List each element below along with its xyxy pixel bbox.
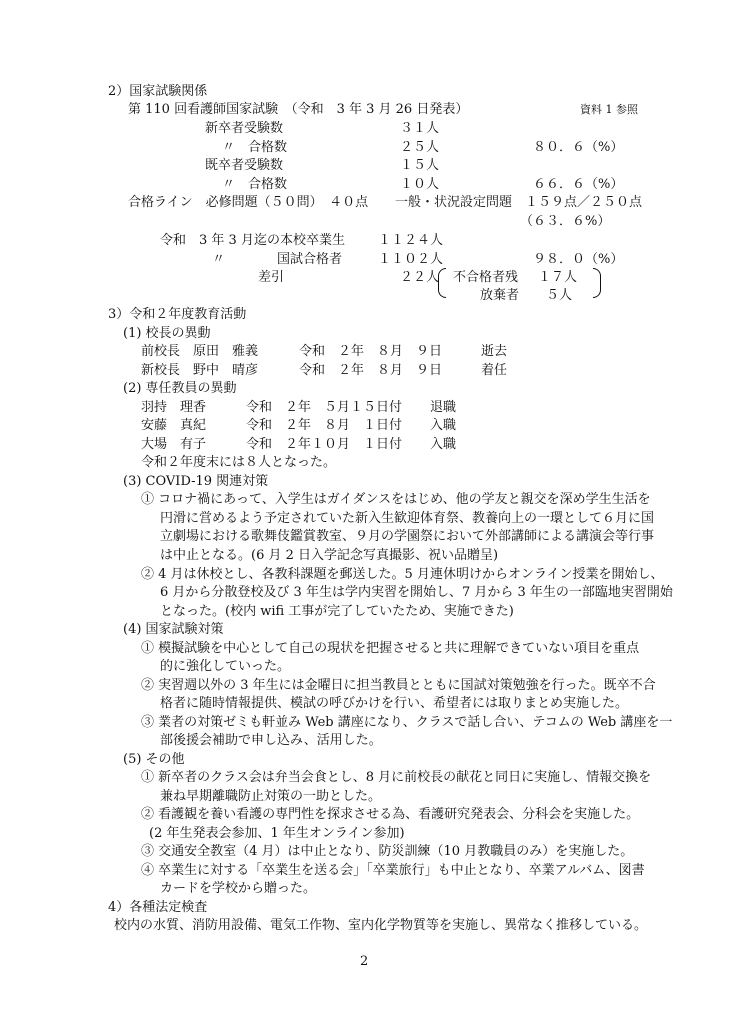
prev-takers-value: １５人 (400, 158, 440, 173)
principal-row-status: 逝去 (481, 344, 508, 359)
covid-item2-line: ② 4 月は休校とし、各教科課題を郵送した。5 月連休明けからオンライン授業を開始し、 (141, 567, 664, 582)
new-passed-value: ２５人 (400, 140, 440, 155)
right-brace (593, 268, 601, 298)
other-item1-line: 兼ね早期離職防止対策の一助とした。 (160, 789, 382, 804)
remaining-fail-label: 不合格者残 (453, 270, 519, 285)
teacher-count-note: 令和２年度末には８人となった。 (141, 455, 337, 470)
principal-change-heading: (1) 校長の異動 (123, 326, 211, 341)
section3-heading: 3）令和２年度教育活動 (108, 307, 247, 322)
difference-label: 差引 (258, 270, 285, 285)
other-item3-line: ③ 交通安全教室（4 月）は中止となり、防災訓練（10 月教職員のみ）を実施した。 (141, 844, 634, 859)
principal-row-role: 前校長 原田 雅義 (141, 344, 259, 359)
exam-prep-heading: (4) 国家試験対策 (123, 622, 224, 637)
exam-title: 第 110 回看護師国家試験 （令和 3 年 3 月 26 日発表） (128, 102, 469, 117)
teacher-row-name: 羽持 理香 (141, 400, 207, 415)
exam-prep-item2-line: ② 実習週以外の 3 年生には金曜日に担当教員とともに国試対策勉強を行った。既卒不合 (141, 678, 656, 693)
left-brace (438, 268, 446, 298)
exam-prep-item2-line: 格者に随時情報提供、模試の呼びかけを行い、希望者には取りまとめ実施した。 (160, 696, 629, 711)
principal-row-status: 着任 (481, 363, 508, 378)
graduates-label: 令和 3 年 3 月迄の本校卒業生 (160, 233, 345, 248)
exam-prep-item3-line: ③ 業者の対策ゼミも軒並み Web 講座になり、クラスで話し合い、テコムの Web 講座を一 (141, 715, 673, 730)
covid-item2-line: 6 月から分散登校及び 3 年生は学内実習を開始し、7 月から 3 年生の一部臨地実習開始 (160, 585, 673, 600)
teacher-row-status: 入職 (430, 418, 457, 433)
teacher-change-heading: (2) 専任教員の異動 (123, 381, 237, 396)
section2-heading: 2）国家試験関係 (108, 84, 208, 99)
pass-line-percent: （６３．６%） (520, 214, 611, 229)
other-item2-line: ② 看護観を養い看護の専門性を探求させる為、看護研究発表会、分科会を実施した。 (141, 807, 640, 822)
page-number: 2 (360, 954, 369, 969)
section4-heading: 4）各種法定検査 (108, 900, 208, 915)
other-heading: (5) その他 (123, 752, 185, 767)
principal-row-date: 令和 ２年 ８月 ９日 (299, 344, 443, 359)
difference-value: ２２人 (400, 270, 440, 285)
covid-item1-line: 円滑に営めるよう予定されていた新入生歓迎体育祭、教養向上の一環として６月に国 (160, 511, 655, 526)
teacher-row-date: 令和 ２年 ８月 １日付 (246, 418, 403, 433)
teacher-row-date: 令和 ２年 ５月１５日付 (246, 400, 403, 415)
remaining-fail-value: １７人 (538, 270, 578, 285)
covid-item1-line: ① コロナ禍にあって、入学生はガイダンスをはじめ、他の学友と親交を深め学生生活を (141, 492, 651, 507)
prev-passed-label: 〃 合格数 (222, 177, 288, 192)
graduates-passed-value: １１０２人 (378, 252, 444, 267)
pass-line-general: 一般・状況設定問題 １５９点／２５０点 (395, 195, 643, 210)
teacher-row-status: 入職 (430, 437, 457, 452)
covid-item1-line: 立劇場における歌舞伎鑑賞教室、９月の学園祭において外部講師による講演会等行事 (160, 529, 655, 544)
teacher-row-name: 大場 有子 (141, 437, 207, 452)
exam-prep-item1-line: ① 模擬試験を中心として自己の現状を把握させると共に理解できていない項目を重点 (141, 641, 640, 656)
other-item1-line: ① 新卒者のクラス会は弁当会食とし、8 月に前校長の献花と同日に実施し、情報交換を (141, 770, 652, 785)
covid-heading: (3) COVID-19 関連対策 (123, 474, 269, 489)
covid-item2-line: となった。(校内 wifi 工事が完了していたため、実施できた) (160, 604, 514, 619)
new-takers-label: 新卒者受験数 (205, 121, 284, 136)
exam-prep-item3-line: 部後援会補助で申し込み、活用した。 (160, 733, 382, 748)
other-item4-line: ④ 卒業生に対する「卒業生を送る会」「卒業旅行」も中止となり、卒業アルバム、図書 (141, 863, 645, 878)
teacher-row-status: 退職 (430, 400, 457, 415)
exam-prep-item1-line: 的に強化していった。 (160, 659, 291, 674)
graduates-passed-label: 〃 国試合格者 (212, 252, 343, 267)
prev-passed-value: １０人 (400, 177, 440, 192)
section4-body: 校内の水質、消防用設備、電気工作物、室内化学物質等を実施し、異常なく推移している。 (114, 918, 648, 933)
prev-pass-rate: ６６．６（%） (533, 177, 624, 192)
teacher-row-name: 安藤 真紀 (141, 418, 207, 433)
abandoned-label: 放棄者 (480, 288, 520, 303)
teacher-row-date: 令和 ２年１０月 １日付 (246, 437, 403, 452)
new-passed-label: 〃 合格数 (222, 140, 288, 155)
new-takers-value: ３１人 (400, 121, 440, 136)
other-item4-line: カードを学校から贈った。 (160, 881, 317, 896)
graduates-value: １１２４人 (378, 233, 444, 248)
covid-item1-line: は中止となる。(6 月 2 日入学記念写真撮影、祝い品贈呈) (160, 548, 499, 563)
other-item2-line: (2 年生発表会参加、1 年生オンライン参加) (149, 826, 405, 841)
exam-reference: 資料 1 参照 (580, 103, 638, 116)
pass-line-label: 合格ライン 必修問題（５０問） ４０点 (128, 195, 369, 210)
principal-row-date: 令和 ２年 ８月 ９日 (299, 363, 443, 378)
principal-row-role: 新校長 野中 晴彦 (141, 363, 259, 378)
new-pass-rate: ８０．６（%） (533, 140, 624, 155)
prev-takers-label: 既卒者受験数 (205, 158, 284, 173)
abandoned-value: ５人 (546, 288, 573, 303)
graduates-pass-rate: ９８．０（%） (533, 252, 624, 267)
